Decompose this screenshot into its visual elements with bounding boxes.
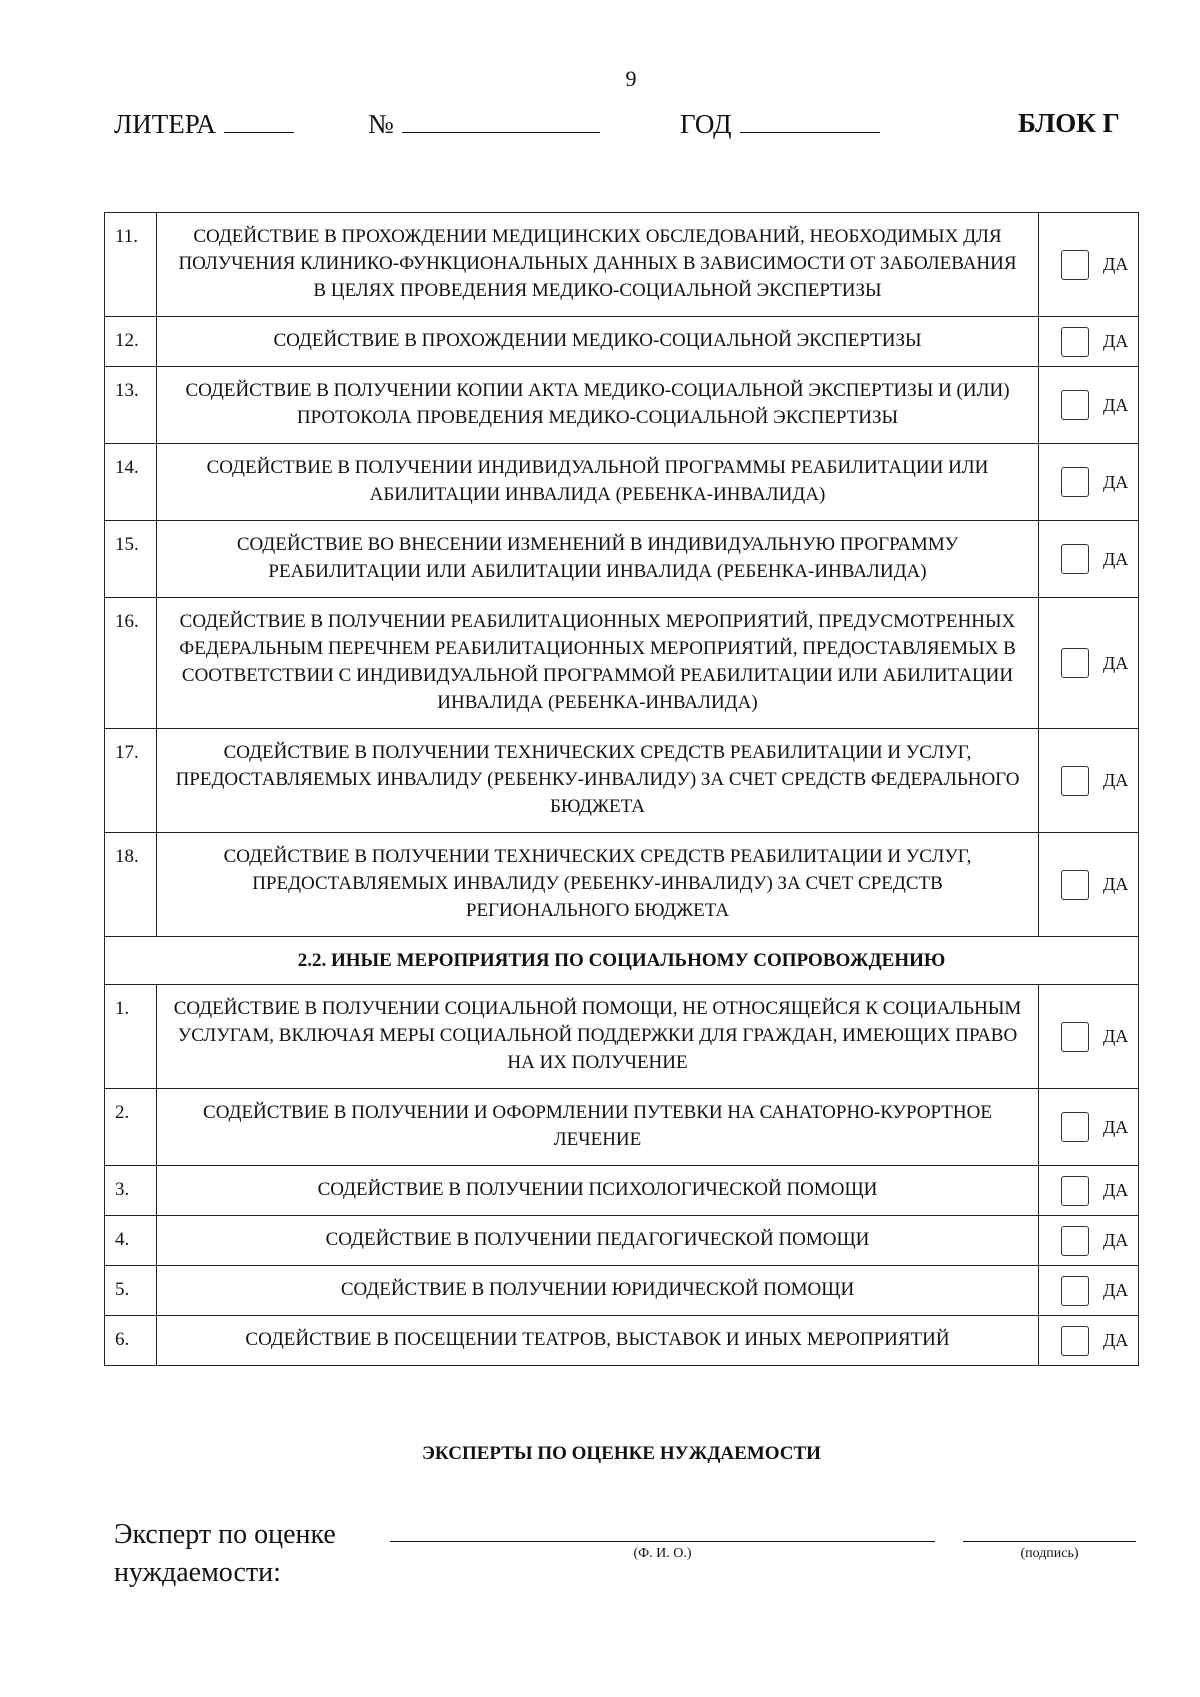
yes-cell xyxy=(1039,985,1139,1089)
section-title: 2.2. ИНЫЕ МЕРОПРИЯТИЯ ПО СОЦИАЛЬНОМУ СОПРОВОЖДЕНИЮ xyxy=(105,937,1139,985)
yes-label: ДА xyxy=(1103,1330,1129,1350)
yes-label: ДА xyxy=(1103,1026,1129,1046)
yes-label: ДА xyxy=(1103,1180,1129,1200)
yes-cell xyxy=(1039,729,1139,833)
yes-cell xyxy=(1039,521,1139,598)
yes-label: ДА xyxy=(1103,471,1129,492)
yes-checkbox[interactable] xyxy=(1061,766,1089,796)
table-row xyxy=(105,521,1139,598)
row-text: СОДЕЙСТВИЕ В ПОЛУЧЕНИИ СОЦИАЛЬНОЙ ПОМОЩИ, НЕ ОТНОСЯЩЕЙСЯ К СОЦИАЛЬНЫМ УСЛУГАМ, ВКЛЮЧАЯ МЕРЫ СОЦИАЛЬНОЙ ПОДДЕРЖКИ ДЛЯ ГРАЖДАН, ИМЕЮЩИХ ПРАВО НА ИХ ПОЛУЧЕНИЕ xyxy=(157,985,1039,1089)
yes-option xyxy=(1039,544,1138,574)
row-text: СОДЕЙСТВИЕ В ПРОХОЖДЕНИИ МЕДИКО-СОЦИАЛЬНОЙ ЭКСПЕРТИЗЫ xyxy=(157,317,1039,367)
yes-checkbox[interactable] xyxy=(1061,1226,1089,1256)
yes-option xyxy=(1039,648,1138,678)
yes-cell xyxy=(1039,367,1139,444)
expert-label-line2: нуждаемости: xyxy=(114,1557,281,1588)
signature-line[interactable] xyxy=(963,1541,1136,1542)
year-label: ГОД xyxy=(680,109,732,139)
yes-option xyxy=(1039,766,1138,796)
table-row xyxy=(105,1266,1139,1316)
yes-checkbox[interactable] xyxy=(1061,1176,1089,1206)
row-text: СОДЕЙСТВИЕ В ПОЛУЧЕНИИ ИНДИВИДУАЛЬНОЙ ПРОГРАММЫ РЕАБИЛИТАЦИИ ИЛИ АБИЛИТАЦИИ ИНВАЛИДА (РЕБЕНКА-ИНВАЛИДА) xyxy=(157,444,1039,521)
row-number: 13. xyxy=(105,367,157,444)
row-text: СОДЕЙСТВИЕ В ПОЛУЧЕНИИ И ОФОРМЛЕНИИ ПУТЕВКИ НА САНАТОРНО-КУРОРТНОЕ ЛЕЧЕНИЕ xyxy=(157,1089,1039,1166)
table-row xyxy=(105,729,1139,833)
row-number: 18. xyxy=(105,833,157,937)
part2-rows xyxy=(105,985,1139,1366)
row-number: 6. xyxy=(105,1316,157,1366)
row-text: СОДЕЙСТВИЕ В ПОЛУЧЕНИИ ЮРИДИЧЕСКОЙ ПОМОЩИ xyxy=(157,1266,1039,1316)
yes-option xyxy=(1039,1112,1138,1142)
row-number: 2. xyxy=(105,1089,157,1166)
row-number: 4. xyxy=(105,1216,157,1266)
yes-label: ДА xyxy=(1103,1230,1129,1250)
yes-option xyxy=(1039,467,1138,497)
litera-label: ЛИТЕРА xyxy=(114,109,216,139)
yes-option xyxy=(1039,1022,1138,1052)
row-text: СОДЕЙСТВИЕ В ПОЛУЧЕНИИ РЕАБИЛИТАЦИОННЫХ МЕРОПРИЯТИЙ, ПРЕДУСМОТРЕННЫХ ФЕДЕРАЛЬНЫМ ПЕРЕЧНЕМ РЕАБИЛИТАЦИОННЫХ МЕРОПРИЯТИЙ, ПРЕДОСТАВЛЯЕМЫХ В СООТВЕТСТВИИ С ИНДИВИДУАЛЬНОЙ ПРОГРАММОЙ РЕАБИЛИТАЦИИ ИЛИ АБИЛИТАЦИИ ИНВАЛИДА (РЕБЕНКА-ИНВАЛИДА) xyxy=(157,598,1039,729)
yes-label: ДА xyxy=(1103,1116,1129,1137)
yes-checkbox[interactable] xyxy=(1061,1326,1089,1356)
yes-checkbox[interactable] xyxy=(1061,467,1089,497)
row-number: 3. xyxy=(105,1166,157,1216)
row-text: СОДЕЙСТВИЕ В ПОЛУЧЕНИИ ПЕДАГОГИЧЕСКОЙ ПОМОЩИ xyxy=(157,1216,1039,1266)
table-row xyxy=(105,833,1139,937)
yes-cell xyxy=(1039,1216,1139,1266)
row-text: СОДЕЙСТВИЕ В ПОСЕЩЕНИИ ТЕАТРОВ, ВЫСТАВОК И ИНЫХ МЕРОПРИЯТИЙ xyxy=(157,1316,1039,1366)
litera-blank[interactable] xyxy=(224,108,294,133)
yes-option xyxy=(1039,250,1138,280)
yes-cell xyxy=(1039,833,1139,937)
row-number: 1. xyxy=(105,985,157,1089)
number-field xyxy=(368,108,600,140)
row-number: 11. xyxy=(105,213,157,317)
yes-checkbox[interactable] xyxy=(1061,1276,1089,1306)
yes-cell xyxy=(1039,317,1139,367)
experts-title: ЭКСПЕРТЫ ПО ОЦЕНКЕ НУЖДАЕМОСТИ xyxy=(422,1443,821,1464)
table-row xyxy=(105,1216,1139,1266)
yes-label: ДА xyxy=(1103,331,1129,351)
row-number: 17. xyxy=(105,729,157,833)
part1-rows xyxy=(105,213,1139,937)
yes-option xyxy=(1039,1226,1138,1256)
yes-checkbox[interactable] xyxy=(1061,1112,1089,1142)
table-row xyxy=(105,1089,1139,1166)
yes-cell xyxy=(1039,1089,1139,1166)
page-number: 9 xyxy=(625,66,637,91)
yes-checkbox[interactable] xyxy=(1061,648,1089,678)
yes-cell xyxy=(1039,1166,1139,1216)
row-text: СОДЕЙСТВИЕ В ПОЛУЧЕНИИ ТЕХНИЧЕСКИХ СРЕДСТВ РЕАБИЛИТАЦИИ И УСЛУГ, ПРЕДОСТАВЛЯЕМЫХ ИНВАЛИДУ (РЕБЕНКУ-ИНВАЛИДУ) ЗА СЧЕТ СРЕДСТВ РЕГИОНАЛЬНОГО БЮДЖЕТА xyxy=(157,833,1039,937)
yes-option xyxy=(1039,1276,1138,1306)
yes-cell xyxy=(1039,213,1139,317)
measures-table xyxy=(104,212,1139,1366)
yes-checkbox[interactable] xyxy=(1061,390,1089,420)
table-row xyxy=(105,444,1139,521)
yes-checkbox[interactable] xyxy=(1061,250,1089,280)
row-number: 14. xyxy=(105,444,157,521)
fio-caption: (Ф. И. О.) xyxy=(633,1546,692,1561)
section-header-group xyxy=(105,937,1139,985)
yes-option xyxy=(1039,1176,1138,1206)
yes-label: ДА xyxy=(1103,254,1129,274)
yes-label: ДА xyxy=(1103,874,1129,894)
row-text: СОДЕЙСТВИЕ ВО ВНЕСЕНИИ ИЗМЕНЕНИЙ В ИНДИВИДУАЛЬНУЮ ПРОГРАММУ РЕАБИЛИТАЦИИ ИЛИ АБИЛИТАЦИИ ИНВАЛИДА (РЕБЕНКА-ИНВАЛИДА) xyxy=(157,521,1039,598)
yes-label: ДА xyxy=(1103,770,1129,790)
section-row xyxy=(105,937,1139,985)
yes-label: ДА xyxy=(1103,394,1129,415)
yes-cell xyxy=(1039,1316,1139,1366)
number-label: № xyxy=(368,109,394,139)
expert-label xyxy=(114,1516,336,1592)
year-field xyxy=(680,108,880,140)
number-blank[interactable] xyxy=(402,108,600,133)
yes-cell xyxy=(1039,444,1139,521)
yes-cell xyxy=(1039,1266,1139,1316)
table-row xyxy=(105,985,1139,1089)
year-blank[interactable] xyxy=(740,108,880,133)
row-number: 5. xyxy=(105,1266,157,1316)
fio-line[interactable] xyxy=(390,1541,935,1542)
table-row xyxy=(105,213,1139,317)
yes-checkbox[interactable] xyxy=(1061,544,1089,574)
yes-option xyxy=(1039,870,1138,900)
yes-label: ДА xyxy=(1103,1280,1129,1300)
expert-label-line1: Эксперт по оценке xyxy=(114,1519,336,1550)
yes-checkbox[interactable] xyxy=(1061,1022,1089,1052)
table-row xyxy=(105,317,1139,367)
signature-caption: (подпись) xyxy=(1020,1546,1079,1561)
yes-label: ДА xyxy=(1103,548,1129,569)
yes-option xyxy=(1039,1326,1138,1356)
yes-checkbox[interactable] xyxy=(1061,870,1089,900)
table-row xyxy=(105,367,1139,444)
row-text: СОДЕЙСТВИЕ В ПОЛУЧЕНИИ ТЕХНИЧЕСКИХ СРЕДСТВ РЕАБИЛИТАЦИИ И УСЛУГ, ПРЕДОСТАВЛЯЕМЫХ ИНВАЛИДУ (РЕБЕНКУ-ИНВАЛИДУ) ЗА СЧЕТ СРЕДСТВ ФЕДЕРАЛЬНОГО БЮДЖЕТА xyxy=(157,729,1039,833)
table-row xyxy=(105,1166,1139,1216)
row-number: 16. xyxy=(105,598,157,729)
row-text: СОДЕЙСТВИЕ В ПРОХОЖДЕНИИ МЕДИЦИНСКИХ ОБСЛЕДОВАНИЙ, НЕОБХОДИМЫХ ДЛЯ ПОЛУЧЕНИЯ КЛИНИКО-ФУНКЦИОНАЛЬНЫХ ДАННЫХ В ЗАВИСИМОСТИ ОТ ЗАБОЛЕВАНИЯ В ЦЕЛЯХ ПРОВЕДЕНИЯ МЕДИКО-СОЦИАЛЬНОЙ ЭКСПЕРТИЗЫ xyxy=(157,213,1039,317)
row-number: 12. xyxy=(105,317,157,367)
block-label: БЛОК Г xyxy=(1018,108,1120,138)
yes-option xyxy=(1039,327,1138,357)
row-text: СОДЕЙСТВИЕ В ПОЛУЧЕНИИ КОПИИ АКТА МЕДИКО-СОЦИАЛЬНОЙ ЭКСПЕРТИЗЫ И (ИЛИ) ПРОТОКОЛА ПРОВЕДЕНИЯ МЕДИКО-СОЦИАЛЬНОЙ ЭКСПЕРТИЗЫ xyxy=(157,367,1039,444)
row-number: 15. xyxy=(105,521,157,598)
table-row xyxy=(105,1316,1139,1366)
litera-field xyxy=(114,108,294,140)
yes-label: ДА xyxy=(1103,652,1129,673)
yes-cell xyxy=(1039,598,1139,729)
table-row xyxy=(105,598,1139,729)
yes-checkbox[interactable] xyxy=(1061,327,1089,357)
yes-option xyxy=(1039,390,1138,420)
row-text: СОДЕЙСТВИЕ В ПОЛУЧЕНИИ ПСИХОЛОГИЧЕСКОЙ ПОМОЩИ xyxy=(157,1166,1039,1216)
